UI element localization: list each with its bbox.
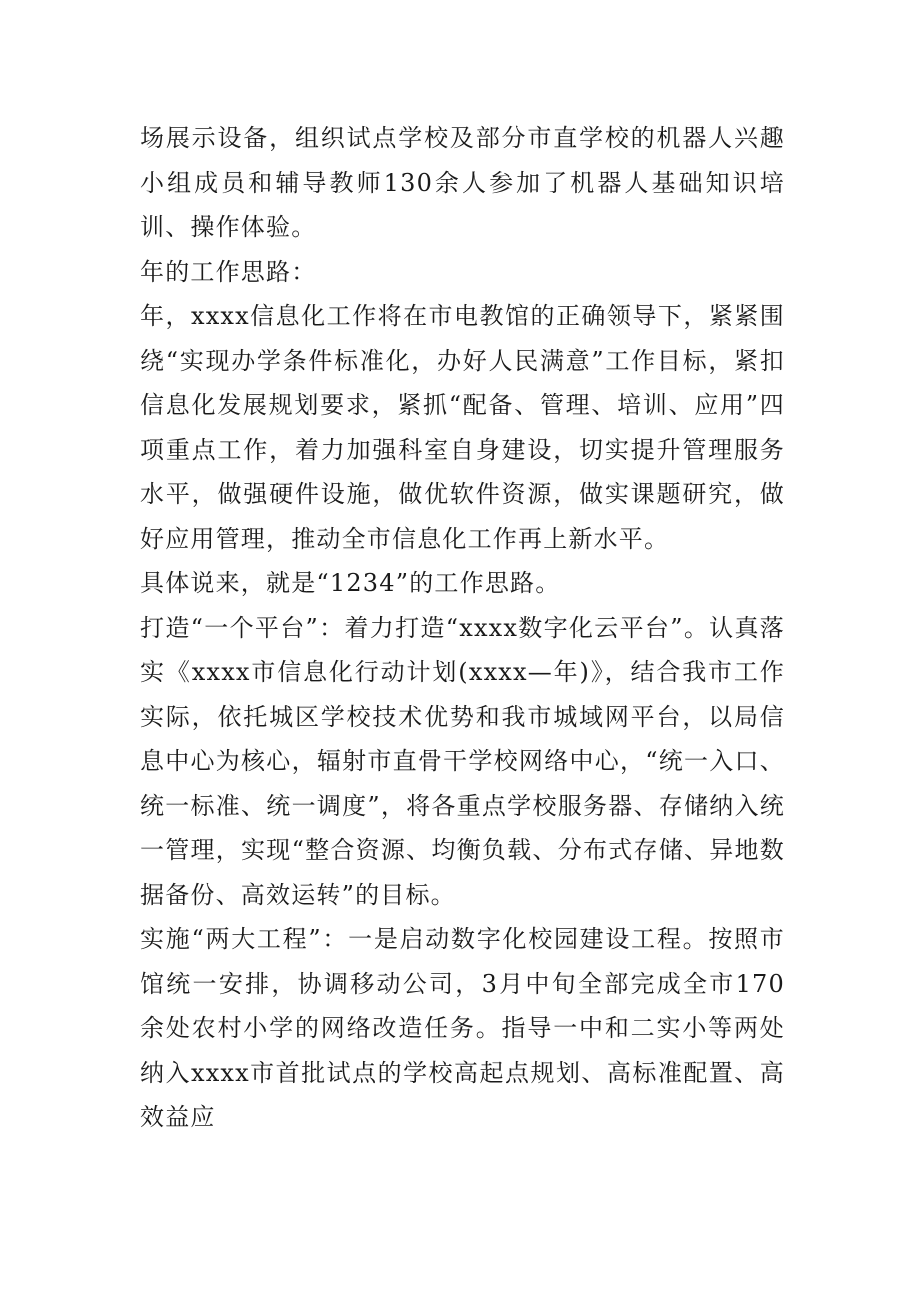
document-body [140, 116, 785, 1140]
paragraph-one-platform: 打造“一个平台”：着力打造“xxxx数字化云平台”。认真落实《xxxx市信息化行动计划(xxxx—年)》，结合我市工作实际，依托城区学校技术优势和我市城域网平台，以局信息中心为核心，辐射市直骨干学校网络中心，“统一入口、统一标准、统一调度”，将各重点学校服务器、存储纳入统一管理，实现“整合资源、均衡负载、分布式存储、异地数据备份、高效运转”的目标。 [140, 613, 785, 909]
paragraph-work-ideas-heading: 年的工作思路： [140, 257, 317, 286]
paragraph-work-goals: 年，xxxx信息化工作将在市电教馆的正确领导下，紧紧围绕“实现办学条件标准化，办好人民满意”工作目标，紧扣信息化发展规划要求，紧抓“配备、管理、培训、应用”四项重点工作，着力加强科室自身建设，切实提升管理服务水平，做强硬件设施，做优软件资源，做实课题研究，做好应用管理，推动全市信息化工作再上新水平。 [140, 302, 785, 553]
paragraph-two-projects: 实施“两大工程”：一是启动数字化校园建设工程。按照市馆统一安排，协调移动公司，3月中旬全部完成全市170余处农村小学的网络改造任务。指导一中和二实小等两处纳入xxxx市首批试点的学校高起点规划、高标准配置、高效益应 [140, 925, 785, 1131]
paragraph-robot-training: 场展示设备，组织试点学校及部分市直学校的机器人兴趣小组成员和辅导教师130余人参加了机器人基础知识培训、操作体验。 [140, 124, 785, 241]
paragraph-1234-summary: 具体说来，就是“1234”的工作思路。 [140, 569, 561, 597]
